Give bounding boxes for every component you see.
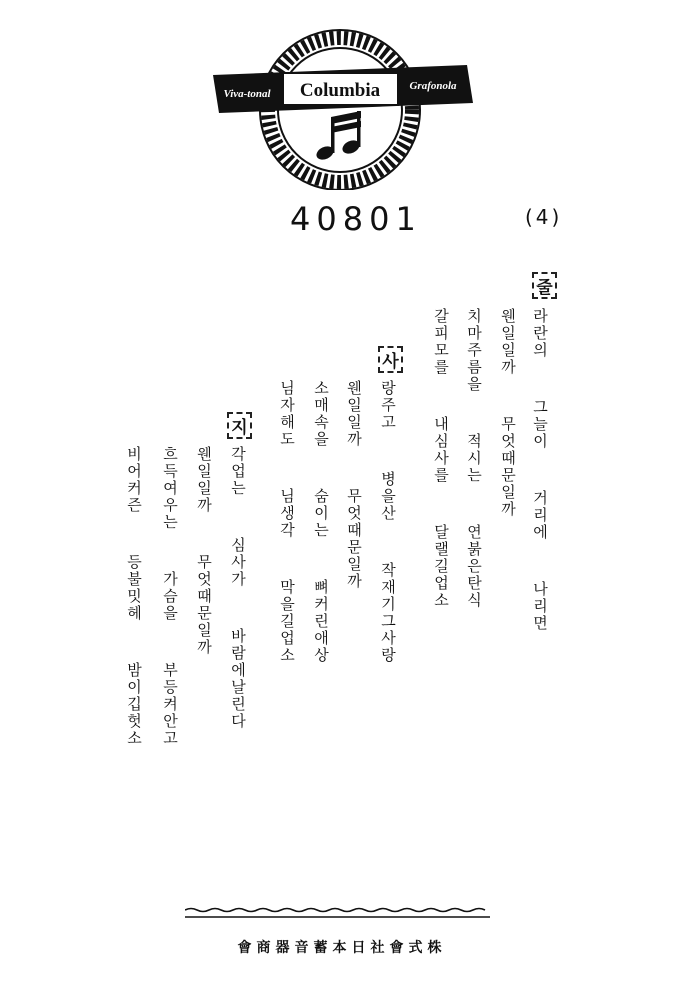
lyric-line: 갈피모를 내심사를 달랠길업소 (432, 308, 450, 609)
publisher-name: 會商器音蓄本日社會式株 (237, 940, 447, 956)
stanza-marker: 사 (378, 346, 403, 373)
lyric-line: 님자해도 님생각 막을길업소 (278, 380, 296, 664)
logo-right-text: Grafonola (409, 80, 457, 92)
footer-rule (185, 905, 490, 921)
music-note-icon (314, 111, 361, 162)
catalog-number: 40801 (290, 200, 422, 238)
stanza-marker: 지 (227, 412, 252, 439)
lyric-line: 웬일일까 무엇때문일까 (195, 446, 213, 656)
lyric-line: 비어커즌 등불밋헤 밤이깁헛소 (125, 446, 143, 747)
lyric-line: 라란의 그늘이 거리에 나리면 (531, 308, 549, 632)
page-number: (4) (525, 205, 563, 229)
stanza-marker: 줄 (532, 272, 557, 299)
lyric-line: 각업는 심사가 바람에날린다 (229, 446, 247, 730)
lyric-line: 웬일일까 무엇때문일까 (499, 308, 517, 518)
lyric-line: 랑주고 병을산 작재기그사랑 (379, 380, 397, 664)
logo-brand: Columbia (299, 80, 381, 101)
lyric-line: 흐득여우는 가슴을 부등켜안고 (161, 446, 179, 747)
lyric-line: 웬일일까 무엇때문일까 (345, 380, 363, 590)
columbia-logo (205, 25, 475, 190)
lyric-line: 소매속을 숨이는 뼈커린애상 (312, 380, 330, 664)
lyric-line: 치마주름을 적시는 연붉은탄식 (465, 308, 483, 609)
logo-left-text: Viva-tonal (223, 88, 271, 100)
